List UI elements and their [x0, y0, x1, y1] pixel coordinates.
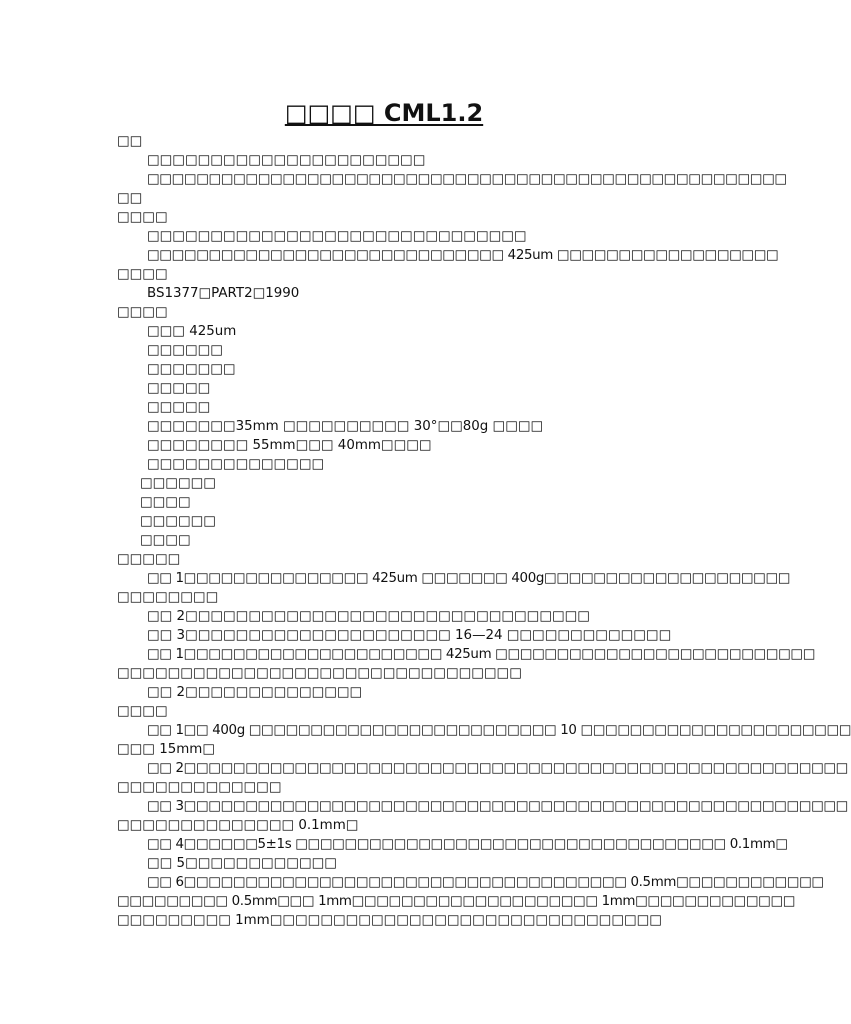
- text-line: □□ 2□□□□□□□□□□□□□□□□□□□□□□□□□□□□□□□□: [147, 609, 590, 624]
- text-line: □□□□: [117, 305, 168, 320]
- text-line: □□: [117, 191, 143, 206]
- text-line: □□ 4□□□□□□5±1s □□□□□□□□□□□□□□□□□□□□□□□□□□□□□□□□□□□ 0.1mm□: [147, 837, 788, 852]
- text-line: □□□□: [140, 533, 191, 548]
- text-line: □□□□□: [147, 381, 211, 396]
- text-line: □□ 3□□□□□□□□□□□□□□□□□□□□□ 16—24 □□□□□□□□□□□□□: [147, 628, 672, 643]
- text-line: □□□□□□□□□□□□□□: [147, 457, 325, 472]
- text-line: □□ 3□□□□□□□□□□□□□□□□□□□□□□□□□□□□□□□□□□□□□□□□□□□□□□□□□□□□□□: [147, 799, 848, 814]
- document-title: □□□□ CML1.2: [284, 99, 484, 127]
- text-line: □□□□□□□□□□□□□□□□□□□□□□□□□□□□□□□□: [117, 666, 522, 681]
- text-line: □□: [117, 134, 143, 149]
- text-line: □□□□□□□□□□□□□□ 0.1mm□: [117, 818, 359, 833]
- text-line: □□ 2□□□□□□□□□□□□□□: [147, 685, 363, 700]
- text-line: □□□□□□: [140, 514, 216, 529]
- text-line: □□□□□□: [147, 343, 223, 358]
- text-line: □□□□: [117, 704, 168, 719]
- text-line: BS1377□PART2□1990: [147, 286, 300, 301]
- text-line: □□ 2□□□□□□□□□□□□□□□□□□□□□□□□□□□□□□□□□□□□□□□□□□□□□□□□□□□□□□: [147, 761, 848, 776]
- text-line: □□□ 425um: [147, 324, 237, 339]
- text-line: □□□□: [117, 210, 168, 225]
- text-line: □□□□□□□□□□□□□□□□□□□□□□□□□□□□□□□□□□□□□□□□□□□□□□□□□□□□: [147, 172, 787, 187]
- text-line: □□□□□: [147, 400, 211, 415]
- text-line: □□ 1□□□□□□□□□□□□□□□□□□□□□ 425um □□□□□□□□□□□□□□□□□□□□□□□□□□: [147, 647, 816, 662]
- text-line: □□ 1□□ 400g □□□□□□□□□□□□□□□□□□□□□□□□□ 10 □□□□□□□□□□□□□□□□□□□□□□: [147, 723, 851, 738]
- text-line: □□□□□□□□□□□□□: [117, 780, 282, 795]
- text-line: □□□□□□□35mm □□□□□□□□□□ 30°□□80g □□□□: [147, 419, 544, 434]
- text-line: □□□□: [117, 267, 168, 282]
- document-body: [117, 132, 851, 930]
- text-line: □□ 5□□□□□□□□□□□□: [147, 856, 337, 871]
- text-line: □□□□□□: [140, 476, 216, 491]
- text-line: □□ 6□□□□□□□□□□□□□□□□□□□□□□□□□□□□□□□□□□□□ 0.5mm□□□□□□□□□□□□: [147, 875, 824, 890]
- text-line: □□□□□□□□□□□□□□□□□□□□□□□□□□□□□ 425um □□□□□□□□□□□□□□□□□□: [147, 248, 779, 263]
- text-line: □□□□□□□□□□□□□□□□□□□□□□: [147, 153, 426, 168]
- text-line: □□□□□□□: [147, 362, 236, 377]
- text-line: □□□□□□□□□ 0.5mm□□□ 1mm□□□□□□□□□□□□□□□□□□□□ 1mm□□□□□□□□□□□□□: [117, 894, 796, 909]
- text-line: □□ 1□□□□□□□□□□□□□□□ 425um □□□□□□□ 400g□□□□□□□□□□□□□□□□□□□□: [147, 571, 791, 586]
- text-line: □□□□: [140, 495, 191, 510]
- text-line: □□□□□□□□: [117, 590, 219, 605]
- text-line: □□□ 15mm□: [117, 742, 215, 757]
- text-line: □□□□□□□□ 55mm□□□ 40mm□□□□: [147, 438, 432, 453]
- text-line: □□□□□: [117, 552, 181, 567]
- text-line: □□□□□□□□□□□□□□□□□□□□□□□□□□□□□□: [147, 229, 527, 244]
- text-line: □□□□□□□□□ 1mm□□□□□□□□□□□□□□□□□□□□□□□□□□□□□□□: [117, 913, 662, 928]
